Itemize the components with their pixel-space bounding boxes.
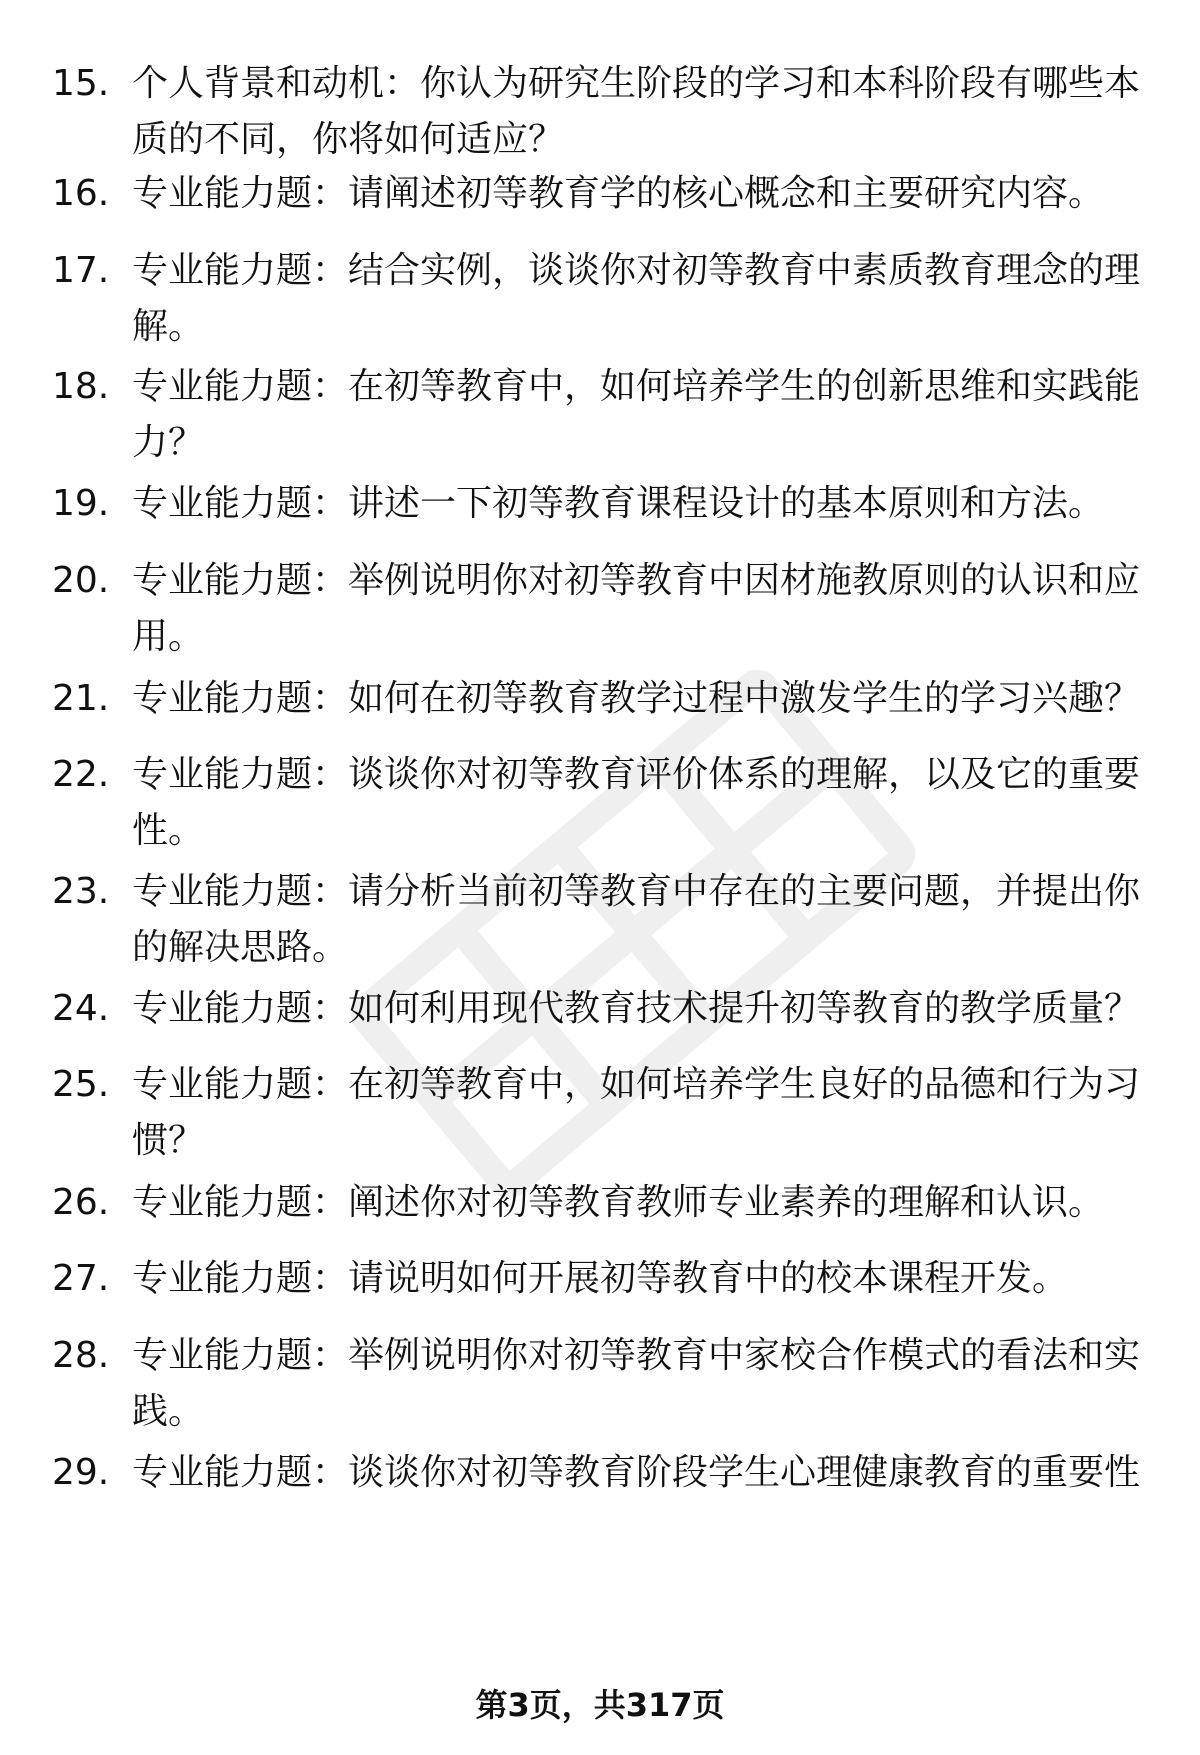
question-text: 专业能力题：举例说明你对初等教育中家校合作模式的看法和实践。: [132, 1335, 1141, 1432]
list-item: [52, 243, 1142, 355]
question-number: 20.: [52, 560, 110, 601]
list-item: [52, 1175, 1142, 1231]
list-item: [52, 56, 1142, 168]
question-text: 专业能力题：如何利用现代教育技术提升初等教育的教学质量？: [132, 988, 1141, 1029]
list-item: [52, 359, 1142, 471]
question-text: 专业能力题：结合实例，谈谈你对初等教育中素质教育理念的理解。: [132, 250, 1141, 347]
list-item: [52, 981, 1142, 1037]
list-item: [52, 553, 1142, 665]
list-item: [52, 864, 1142, 976]
question-text: 专业能力题：谈谈你对初等教育阶段学生心理健康教育的重要性: [132, 1452, 1141, 1493]
question-number: 22.: [52, 754, 110, 795]
question-number: 21.: [52, 678, 110, 719]
question-text: 专业能力题：在初等教育中，如何培养学生的创新思维和实践能力？: [132, 366, 1141, 463]
list-item: [52, 1328, 1142, 1440]
list-item: [52, 1057, 1142, 1169]
question-text: 专业能力题：谈谈你对初等教育评价体系的理解，以及它的重要性。: [132, 754, 1141, 851]
question-text: 专业能力题：阐述你对初等教育教师专业素养的理解和认识。: [132, 1182, 1105, 1223]
question-number: 24.: [52, 988, 110, 1029]
question-number: 26.: [52, 1182, 110, 1223]
question-number: 28.: [52, 1335, 110, 1376]
question-text: 专业能力题：请说明如何开展初等教育中的校本课程开发。: [132, 1258, 1069, 1299]
question-number: 17.: [52, 250, 110, 291]
page-number: 第3页，共317页: [475, 1686, 725, 1724]
question-text: 专业能力题：在初等教育中，如何培养学生良好的品德和行为习惯？: [132, 1064, 1141, 1161]
question-text: 专业能力题：请分析当前初等教育中存在的主要问题，并提出你的解决思路。: [132, 871, 1141, 968]
question-text: 专业能力题：举例说明你对初等教育中因材施教原则的认识和应用。: [132, 560, 1141, 657]
question-text: 专业能力题：请阐述初等教育学的核心概念和主要研究内容。: [132, 173, 1105, 214]
list-item: [52, 747, 1142, 859]
question-number: 19.: [52, 483, 110, 524]
question-number: 15.: [52, 63, 110, 104]
question-number: 27.: [52, 1258, 110, 1299]
list-item: [52, 476, 1142, 532]
question-text: 专业能力题：讲述一下初等教育课程设计的基本原则和方法。: [132, 483, 1105, 524]
list-item: [52, 1445, 1142, 1501]
question-number: 29.: [52, 1452, 110, 1493]
question-number: 23.: [52, 871, 110, 912]
question-text: 个人背景和动机：你认为研究生阶段的学习和本科阶段有哪些本质的不同，你将如何适应？: [132, 63, 1141, 160]
question-text: 专业能力题：如何在初等教育教学过程中激发学生的学习兴趣？: [132, 678, 1141, 719]
list-item: [52, 166, 1142, 222]
question-number: 16.: [52, 173, 110, 214]
question-number: 25.: [52, 1064, 110, 1105]
list-item: [52, 1251, 1142, 1307]
question-number: 18.: [52, 366, 110, 407]
list-item: [52, 671, 1142, 727]
